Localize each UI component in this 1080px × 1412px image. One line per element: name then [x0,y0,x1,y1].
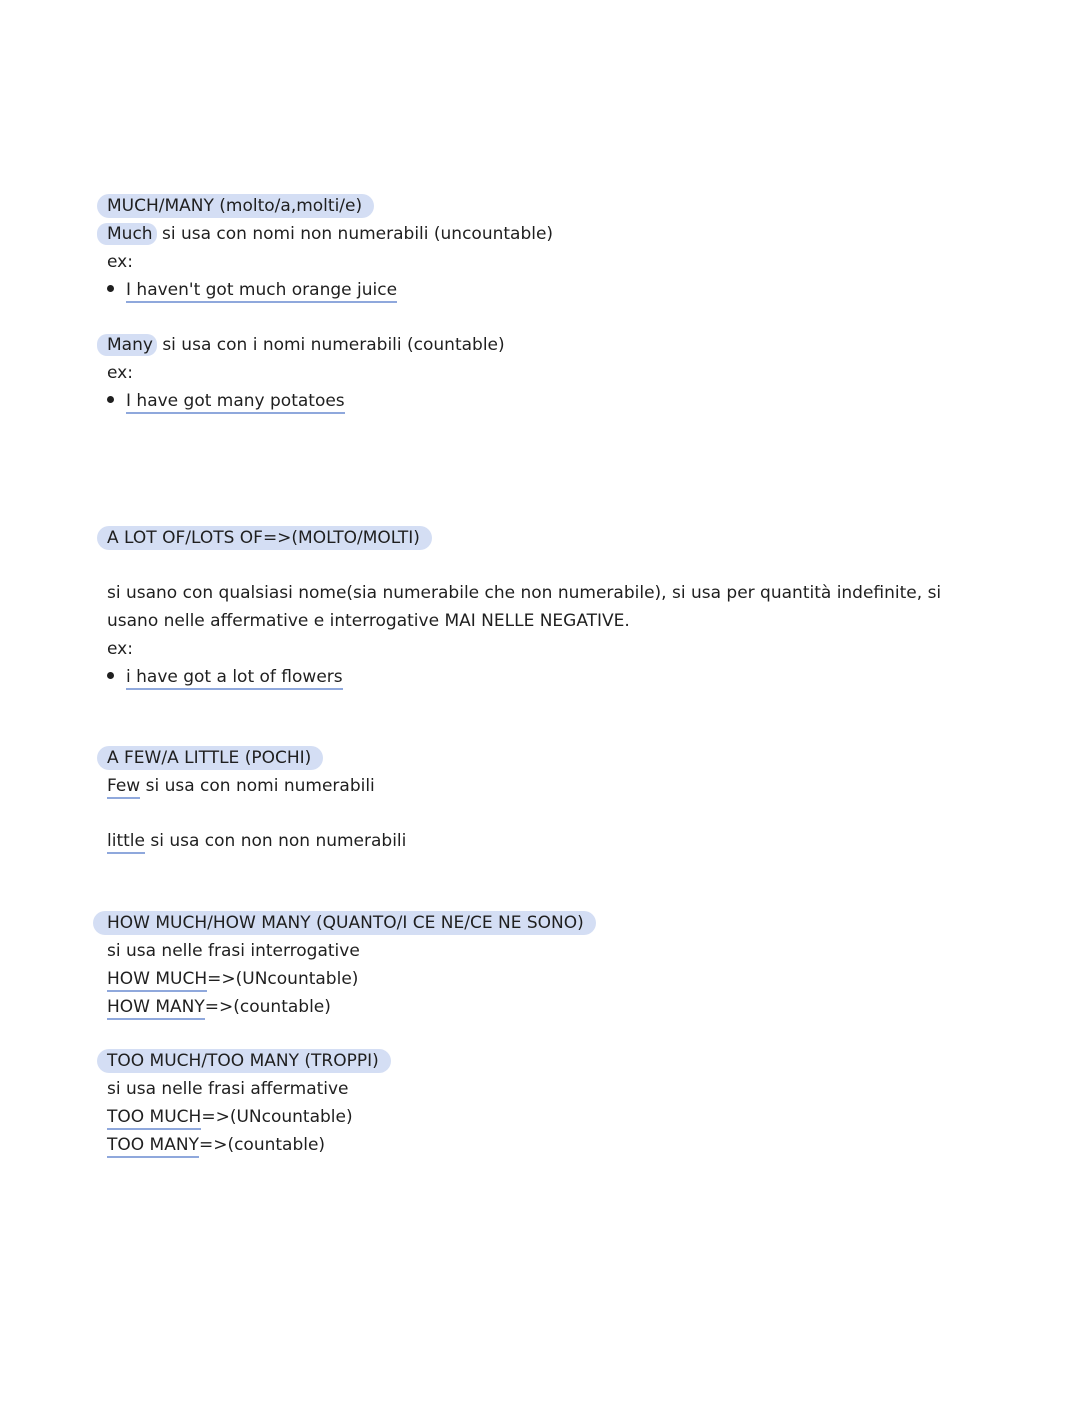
how-much-usage: si usa nelle frasi interrogative [107,941,360,961]
much-word: Much [97,223,157,245]
bullet-icon [107,285,114,292]
ex-label-3: ex: [107,639,133,659]
how-many-rule-text: =>(countable) [204,997,331,1017]
few-word: Few [107,776,140,799]
heading-a-few-text: A FEW/A LITTLE (POCHI) [97,746,323,770]
too-much-rule-text: =>(UNcountable) [201,1107,353,1127]
heading-a-lot-of [107,524,432,552]
heading-much-many-text: MUCH/MANY (molto/a,molti/e) [97,194,374,218]
heading-how-much [107,909,596,937]
how-much-rule [107,965,358,993]
heading-how-much-text: HOW MUCH/HOW MANY (QUANTO/I CE NE/CE NE SONO) [93,911,596,935]
many-rule-text: si usa con i nomi numerabili (countable) [156,335,505,355]
how-much-rule-text: =>(UNcountable) [207,969,359,989]
too-many-rule [107,1131,325,1159]
too-many-term: TOO MANY [107,1135,199,1158]
a-lot-of-body-1: si usano con qualsiasi nome(sia numerabile che non numerabile), si usa per quantità indefinite, si [107,583,942,603]
few-rule-text: si usa con nomi numerabili [140,776,375,796]
little-word: little [107,831,145,854]
example-many-text: I have got many potatoes [126,391,345,414]
heading-a-lot-of-text: A LOT OF/LOTS OF=>(MOLTO/MOLTI) [97,526,432,550]
many-rule [107,331,505,359]
example-much [107,276,397,304]
ex-label-2: ex: [107,363,133,383]
bullet-icon [107,672,114,679]
example-a-lot-of [107,663,343,691]
example-a-lot-of-text: i have got a lot of flowers [126,667,343,690]
ex-label-1: ex: [107,252,133,272]
too-much-rule [107,1103,353,1131]
many-word: Many [97,334,157,356]
how-many-rule [107,993,331,1021]
heading-too-much-text: TOO MUCH/TOO MANY (TROPPI) [97,1049,391,1073]
little-rule-text: si usa con non non numerabili [144,831,407,851]
bullet-icon [107,396,114,403]
much-rule [107,220,553,248]
too-much-usage: si usa nelle frasi affermative [107,1079,349,1099]
heading-too-much [107,1047,391,1075]
too-much-term: TOO MUCH [107,1107,201,1130]
few-rule [107,772,375,800]
a-lot-of-body-2: usano nelle affermative e interrogative MAI NELLE NEGATIVE. [107,611,630,631]
much-rule-text: si usa con nomi non numerabili (uncountable) [156,224,554,244]
example-many [107,387,345,415]
how-much-term: HOW MUCH [107,969,207,992]
little-rule [107,827,406,855]
heading-much-many [107,192,374,220]
too-many-rule-text: =>(countable) [198,1135,326,1155]
how-many-term: HOW MANY [107,997,205,1020]
example-much-text: I haven't got much orange juice [126,280,397,303]
heading-a-few [107,744,323,772]
